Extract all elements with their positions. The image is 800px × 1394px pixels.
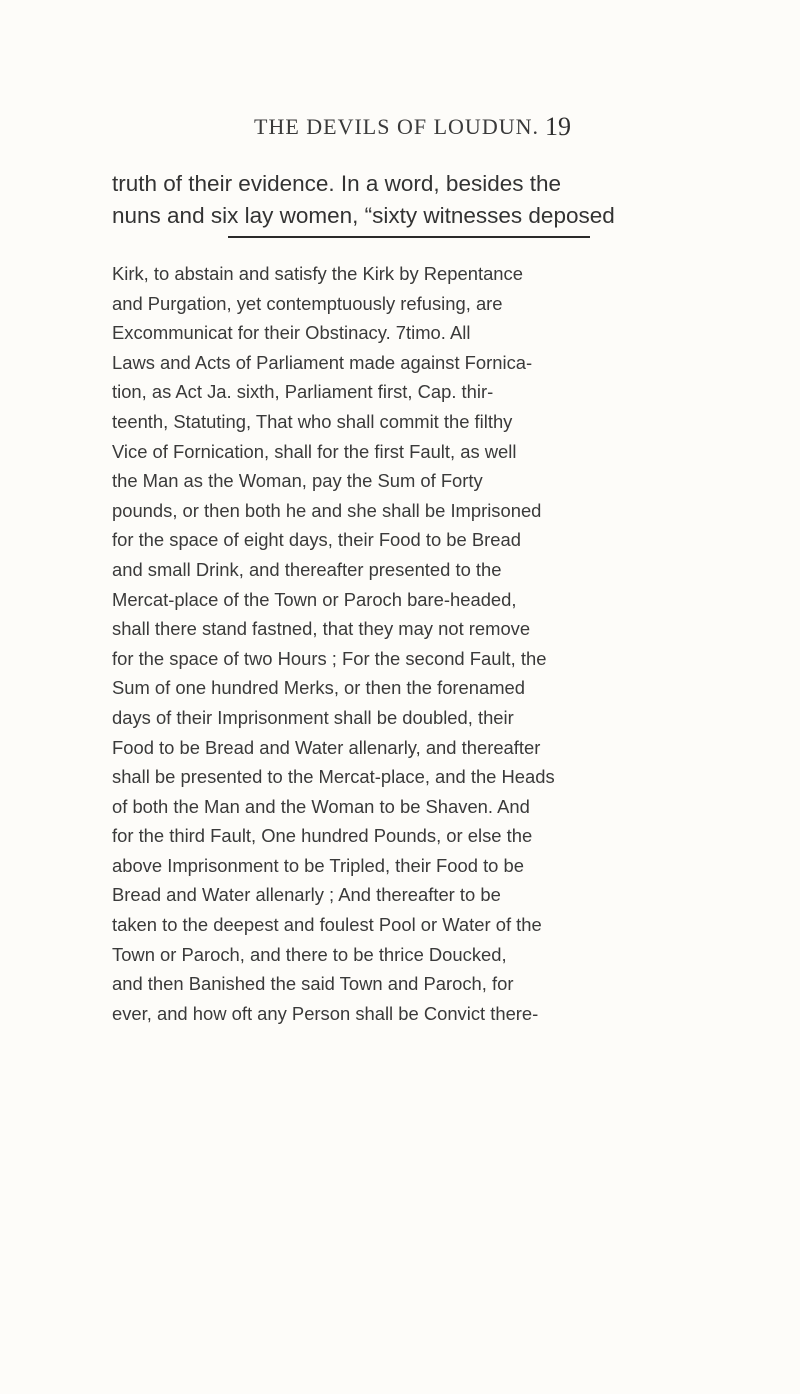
footnote-line: Laws and Acts of Parliament made against Fornica- bbox=[112, 351, 533, 373]
footnote-line: days of their Imprisonment shall be doubled, their bbox=[112, 706, 514, 728]
footnote-line: Mercat-place of the Town or Paroch bare-headed, bbox=[112, 588, 517, 610]
footnote-line: for the space of eight days, their Food to be Bread bbox=[112, 529, 521, 551]
footnote-line: of both the Man and the Woman to be Shaven. And bbox=[112, 795, 530, 817]
footnote-line: the Man as the Woman, pay the Sum of Forty bbox=[112, 470, 483, 492]
footnote-line: ever, and how oft any Person shall be Convict there- bbox=[112, 1002, 539, 1024]
main-text bbox=[112, 168, 702, 232]
footnote-line: tion, as Act Ja. sixth, Parliament first, Cap. thir- bbox=[112, 381, 494, 403]
footnote-line: Excommunicat for their Obstinacy. 7timo. All bbox=[112, 322, 471, 344]
footnote-line: Food to be Bread and Water allenarly, and thereafter bbox=[112, 736, 541, 758]
footnote-line: Sum of one hundred Merks, or then the forenamed bbox=[112, 677, 526, 699]
footnote-line: Town or Paroch, and there to be thrice Doucked, bbox=[112, 943, 507, 965]
footnote-line: above Imprisonment to be Tripled, their Food to be bbox=[112, 854, 524, 876]
footnote-line: pounds, or then both he and she shall be Imprisoned bbox=[112, 499, 542, 521]
footnote-line: shall there stand fastned, that they may not remove bbox=[112, 618, 531, 640]
footnote bbox=[112, 259, 712, 1028]
footnote-line: for the third Fault, One hundred Pounds, or else the bbox=[112, 825, 533, 847]
text-line: nuns and six lay women, “sixty witnesses deposed bbox=[112, 203, 615, 228]
text-line: truth of their evidence. In a word, besides the bbox=[112, 171, 562, 196]
footnote-line: taken to the deepest and foulest Pool or Water of the bbox=[112, 914, 542, 936]
footnote-line: for the space of two Hours ; For the second Fault, the bbox=[112, 647, 547, 669]
footnote-line: shall be presented to the Mercat-place, and the Heads bbox=[112, 766, 555, 788]
page-number: 19 bbox=[545, 112, 571, 141]
footnote-line: Bread and Water allenarly ; And thereafter to be bbox=[112, 884, 501, 906]
footnote-line: Vice of Fornication, shall for the first Fault, as well bbox=[112, 440, 517, 462]
footnote-line: teenth, Statuting, That who shall commit the filthy bbox=[112, 410, 513, 432]
footnote-line: and then Banished the said Town and Paroch, for bbox=[112, 973, 514, 995]
footnote-divider bbox=[228, 236, 590, 238]
running-title: THE DEVILS OF LOUDUN. bbox=[254, 114, 539, 139]
footnote-line: Kirk, to abstain and satisfy the Kirk by Repentance bbox=[112, 263, 523, 284]
footnote-line: and Purgation, yet contemptuously refusing, are bbox=[112, 292, 503, 314]
footnote-line: and small Drink, and thereafter presented to the bbox=[112, 558, 502, 580]
